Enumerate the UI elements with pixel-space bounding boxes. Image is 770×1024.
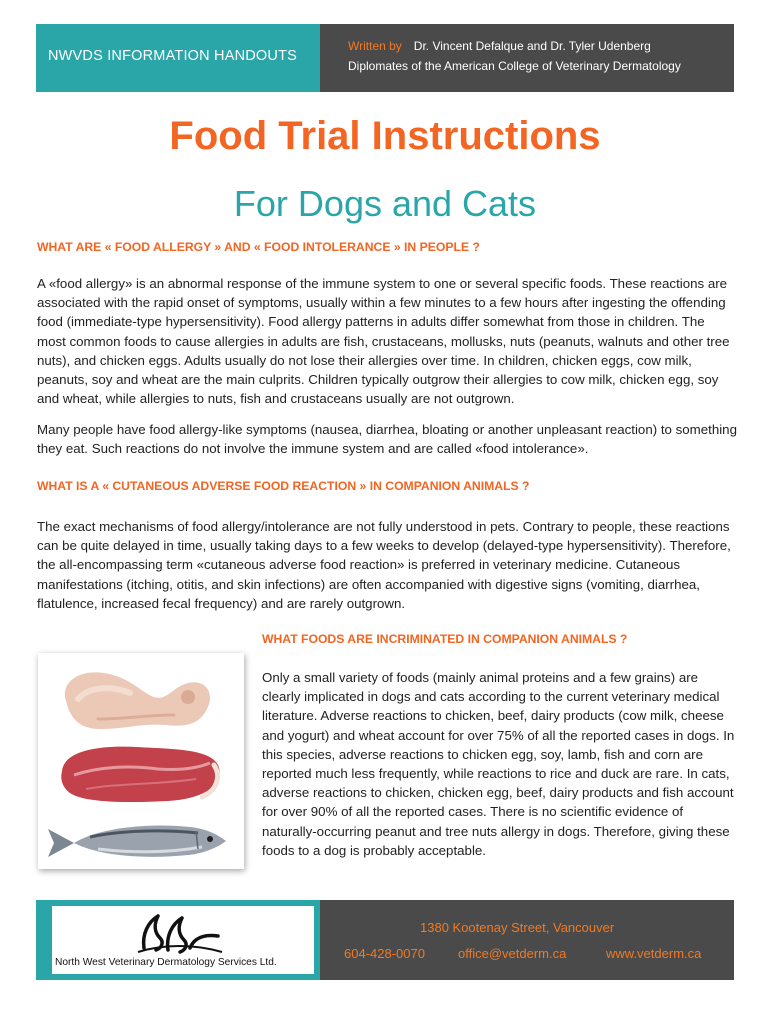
author-line [348, 39, 651, 53]
logo-mark [134, 908, 224, 954]
organization-name: North West Veterinary Dermatology Services Ltd. [55, 957, 277, 968]
footer-address: 1380 Kootenay Street, Vancouver [420, 920, 615, 935]
footer-email: office@vetderm.ca [458, 946, 567, 961]
header-banner-right [320, 24, 734, 92]
raw-chicken-image [65, 672, 210, 729]
paragraph: Only a small variety of foods (mainly animal proteins and a few grains) are clearly implicated in dogs and cats according to the current veterinary medical literature. Adverse reactions to chicken, beef, dairy products (cow milk, cheese and yogurt) and wheat account for over 75% of all the reported cases in dogs. In this species, adverse reactions to chicken egg, soy, lamb, fish and corn are reported much less frequently, while reactions to rice and duck are rare. In cats, adverse reactions to chicken, chicken egg, beef, dairy products and fish account for over 90% of all the reported cases. There is no scientific evidence of naturally-occurring peanut and tree nuts allergy in dogs. Therefore, giving these foods to a dog is probably acceptable. [262, 670, 735, 858]
section-heading: WHAT FOODS ARE INCRIMINATED IN COMPANION ANIMALS ? [262, 632, 628, 646]
footer-left-banner [36, 900, 320, 980]
fish-image [48, 826, 226, 857]
page-title: Food Trial Instructions [169, 114, 601, 158]
paragraph: A «food allergy» is an abnormal response of the immune system to one or several specific foods. These reactions are associated with the rapid onset of symptoms, usually within a few minutes to a few hours after ingesting the offending food (immediate-type hypersensitivity). Food allergy patterns in adults differ somewhat from those in children. The most common foods to cause allergies in adults are fish, crustaceans, mollusks, nuts (peanuts, walnuts and other tree nuts), and chicken eggs. Adults usually do not lose their allergies over time. In children, chicken eggs, cow milk, peanuts, soy and wheat are the main culprits. Children typically outgrow their allergies to cow milk, chicken egg, soy and wheat, while allergies to nuts, fish and crustaceans usually are not outgrown. [37, 276, 730, 407]
food-photo-image [38, 653, 244, 869]
section-heading: WHAT IS A « CUTANEOUS ADVERSE FOOD REACTION » IN COMPANION ANIMALS ? [37, 479, 530, 493]
author-credentials: Diplomates of the American College of Veterinary Dermatology [348, 59, 681, 73]
handouts-title: NWVDS INFORMATION HANDOUTS [48, 48, 298, 64]
authors: Dr. Vincent Defalque and Dr. Tyler Udenberg [413, 39, 651, 53]
footer-website: www.vetderm.ca [606, 946, 702, 961]
footer-contact-banner [320, 900, 734, 980]
organization-logo [52, 906, 314, 974]
page-subtitle: For Dogs and Cats [233, 183, 537, 224]
header-banner-left [36, 24, 320, 92]
food-photo [38, 653, 244, 869]
raw-beef-image [61, 747, 219, 802]
section-heading: WHAT ARE « FOOD ALLERGY » AND « FOOD INTOLERANCE » IN PEOPLE ? [37, 240, 480, 254]
footer-phone: 604-428-0070 [344, 946, 425, 961]
paragraph: The exact mechanisms of food allergy/intolerance are not fully understood in pets. Contrary to people, these reactions can be quite delayed in time, usually taking days to a few weeks to develop (delayed-type hypersensitivity). Therefore, the all-encompassing term «cutaneous adverse food reaction» is preferred in veterinary medicine. Cutaneous manifestations (itching, otitis, and skin infections) are often accompanied with digestive signs (vomiting, diarrhea, flatulence, increased fecal frequency) and are rarely outgrown. [37, 519, 731, 611]
written-by-label: Written by [348, 39, 402, 53]
paragraph: Many people have food allergy-like symptoms (nausea, diarrhea, bloating or another unpleasant reaction) to something they eat. Such reactions do not involve the immune system and are called «food intolerance». [37, 422, 737, 457]
